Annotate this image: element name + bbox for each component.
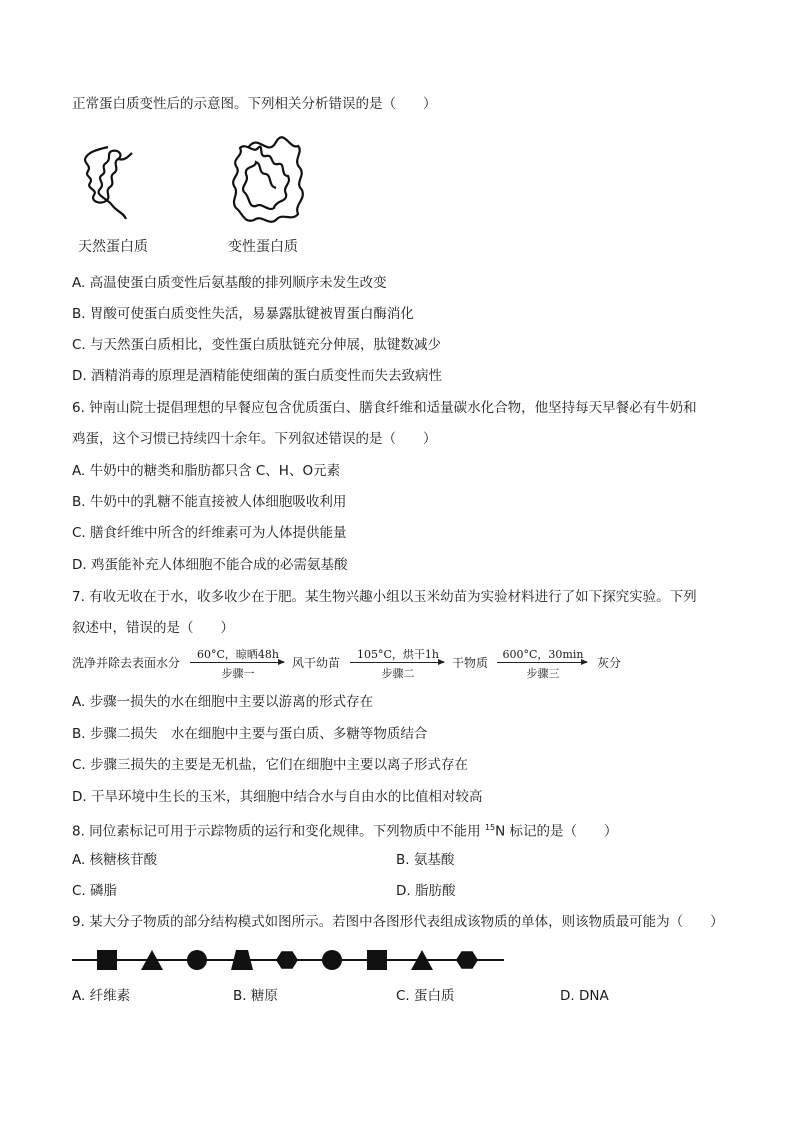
- q7-option-a: A. 步骤一损失的水在细胞中主要以游离的形式存在: [72, 694, 374, 710]
- q7-option-b: B. 步骤二损失 水在细胞中主要与蛋白质、多糖等物质结合: [72, 726, 428, 742]
- q9-option-c: C. 蛋白质: [396, 988, 455, 1004]
- monomer-hexagon-9: [456, 951, 478, 968]
- flow-arrow-3: [497, 662, 587, 663]
- denatured-protein-caption: 变性蛋白质: [228, 239, 298, 255]
- q6-stem-line2: 鸡蛋，这个习惯已持续四十余年。下列叙述错误的是（ ）: [72, 431, 437, 447]
- q8-stem: [72, 818, 618, 842]
- q5-option-c: C. 与天然蛋白质相比，变性蛋白质肽链充分伸展，肽键数减少: [72, 337, 442, 353]
- flow-step3-condition: 600°C，30min: [502, 648, 584, 661]
- flow-start: 洗净并除去表面水分: [72, 656, 181, 670]
- q7-option-d: D. 干旱环境中生长的玉米，其细胞中结合水与自由水的比值相对较高: [72, 789, 483, 805]
- q5-option-d: D. 酒精消毒的原理是酒精能使细菌的蛋白质变性而失去致病性: [72, 368, 442, 384]
- q7-stem-line1: 7. 有收无收在于水，收多收少在于肥。某生物兴趣小组以玉米幼苗为实验材料进行了如下探究实验。下列: [72, 589, 697, 605]
- q9-option-d: D. DNA: [560, 988, 609, 1004]
- monomer-square-7: [367, 950, 387, 970]
- flow-step2-condition: 105°C，烘干1h: [357, 648, 439, 661]
- q8-stem-after: N 标记的是（ ）: [495, 823, 618, 840]
- monomer-square-1: [97, 950, 117, 970]
- q5-option-b: B. 胃酸可使蛋白质变性失活，易暴露肽键被胃蛋白酶消化: [72, 306, 414, 322]
- q8-option-c: C. 磷脂: [72, 883, 118, 899]
- monomer-circle-3: [187, 950, 207, 970]
- q6-option-c: C. 膳食纤维中所含的纤维素可为人体提供能量: [72, 525, 347, 541]
- q6-option-a: A. 牛奶中的糖类和脂肪都只含 C、H、O元素: [72, 463, 341, 479]
- flow-mid1: 风干幼苗: [292, 656, 341, 670]
- flow-arrow-1: [190, 662, 284, 663]
- flow-end: 灰分: [597, 656, 622, 670]
- q9-option-b: B. 糖原: [233, 988, 278, 1004]
- monomer-trapezoid-4: [231, 950, 253, 970]
- q9-stem: 9. 某大分子物质的部分结构模式如图所示。若图中各图形代表组成该物质的单体，则该物质最可能为（ ）: [72, 914, 724, 930]
- q8-option-b: B. 氨基酸: [396, 852, 455, 868]
- monomer-chain-figure: [72, 944, 512, 976]
- flow-step1-label: 步骤一: [221, 667, 255, 680]
- flow-arrow-2: [350, 662, 444, 663]
- q5-option-a: A. 高温使蛋白质变性后氨基酸的排列顺序未发生改变: [72, 275, 387, 291]
- monomer-circle-6: [322, 950, 342, 970]
- q8-stem-before: 8. 同位素标记可用于示踪物质的运行和变化规律。下列物质中不能用: [72, 823, 485, 840]
- q7-stem-line2: 叙述中，错误的是（ ）: [72, 620, 234, 636]
- q8-option-a: A. 核糖核苷酸: [72, 852, 158, 868]
- question-intro: 正常蛋白质变性后的示意图。下列相关分析错误的是（ ）: [72, 96, 437, 112]
- denatured-protein-figure: [228, 128, 308, 228]
- q6-stem-line1: 6. 钟南山院士提倡理想的早餐应包含优质蛋白、膳食纤维和适量碳水化合物，他坚持每天早餐必有牛奶和: [72, 400, 697, 416]
- native-protein-caption: 天然蛋白质: [78, 239, 148, 255]
- monomer-hexagon-5: [276, 951, 298, 968]
- q8-option-d: D. 脂肪酸: [396, 883, 456, 899]
- flow-step1-condition: 60°C，晾晒48h: [197, 648, 279, 661]
- flow-mid2: 干物质: [452, 656, 489, 670]
- flow-step2-label: 步骤二: [381, 667, 415, 680]
- q6-option-d: D. 鸡蛋能补充人体细胞不能合成的必需氨基酸: [72, 557, 348, 573]
- native-protein-figure: [78, 143, 138, 223]
- q9-option-a: A. 纤维素: [72, 988, 131, 1004]
- isotope-mass-number: 15: [484, 823, 496, 832]
- q7-option-c: C. 步骤三损失的主要是无机盐，它们在细胞中主要以离子形式存在: [72, 757, 469, 773]
- flow-step3-label: 步骤三: [526, 667, 560, 680]
- q6-option-b: B. 牛奶中的乳糖不能直接被人体细胞吸收利用: [72, 494, 347, 510]
